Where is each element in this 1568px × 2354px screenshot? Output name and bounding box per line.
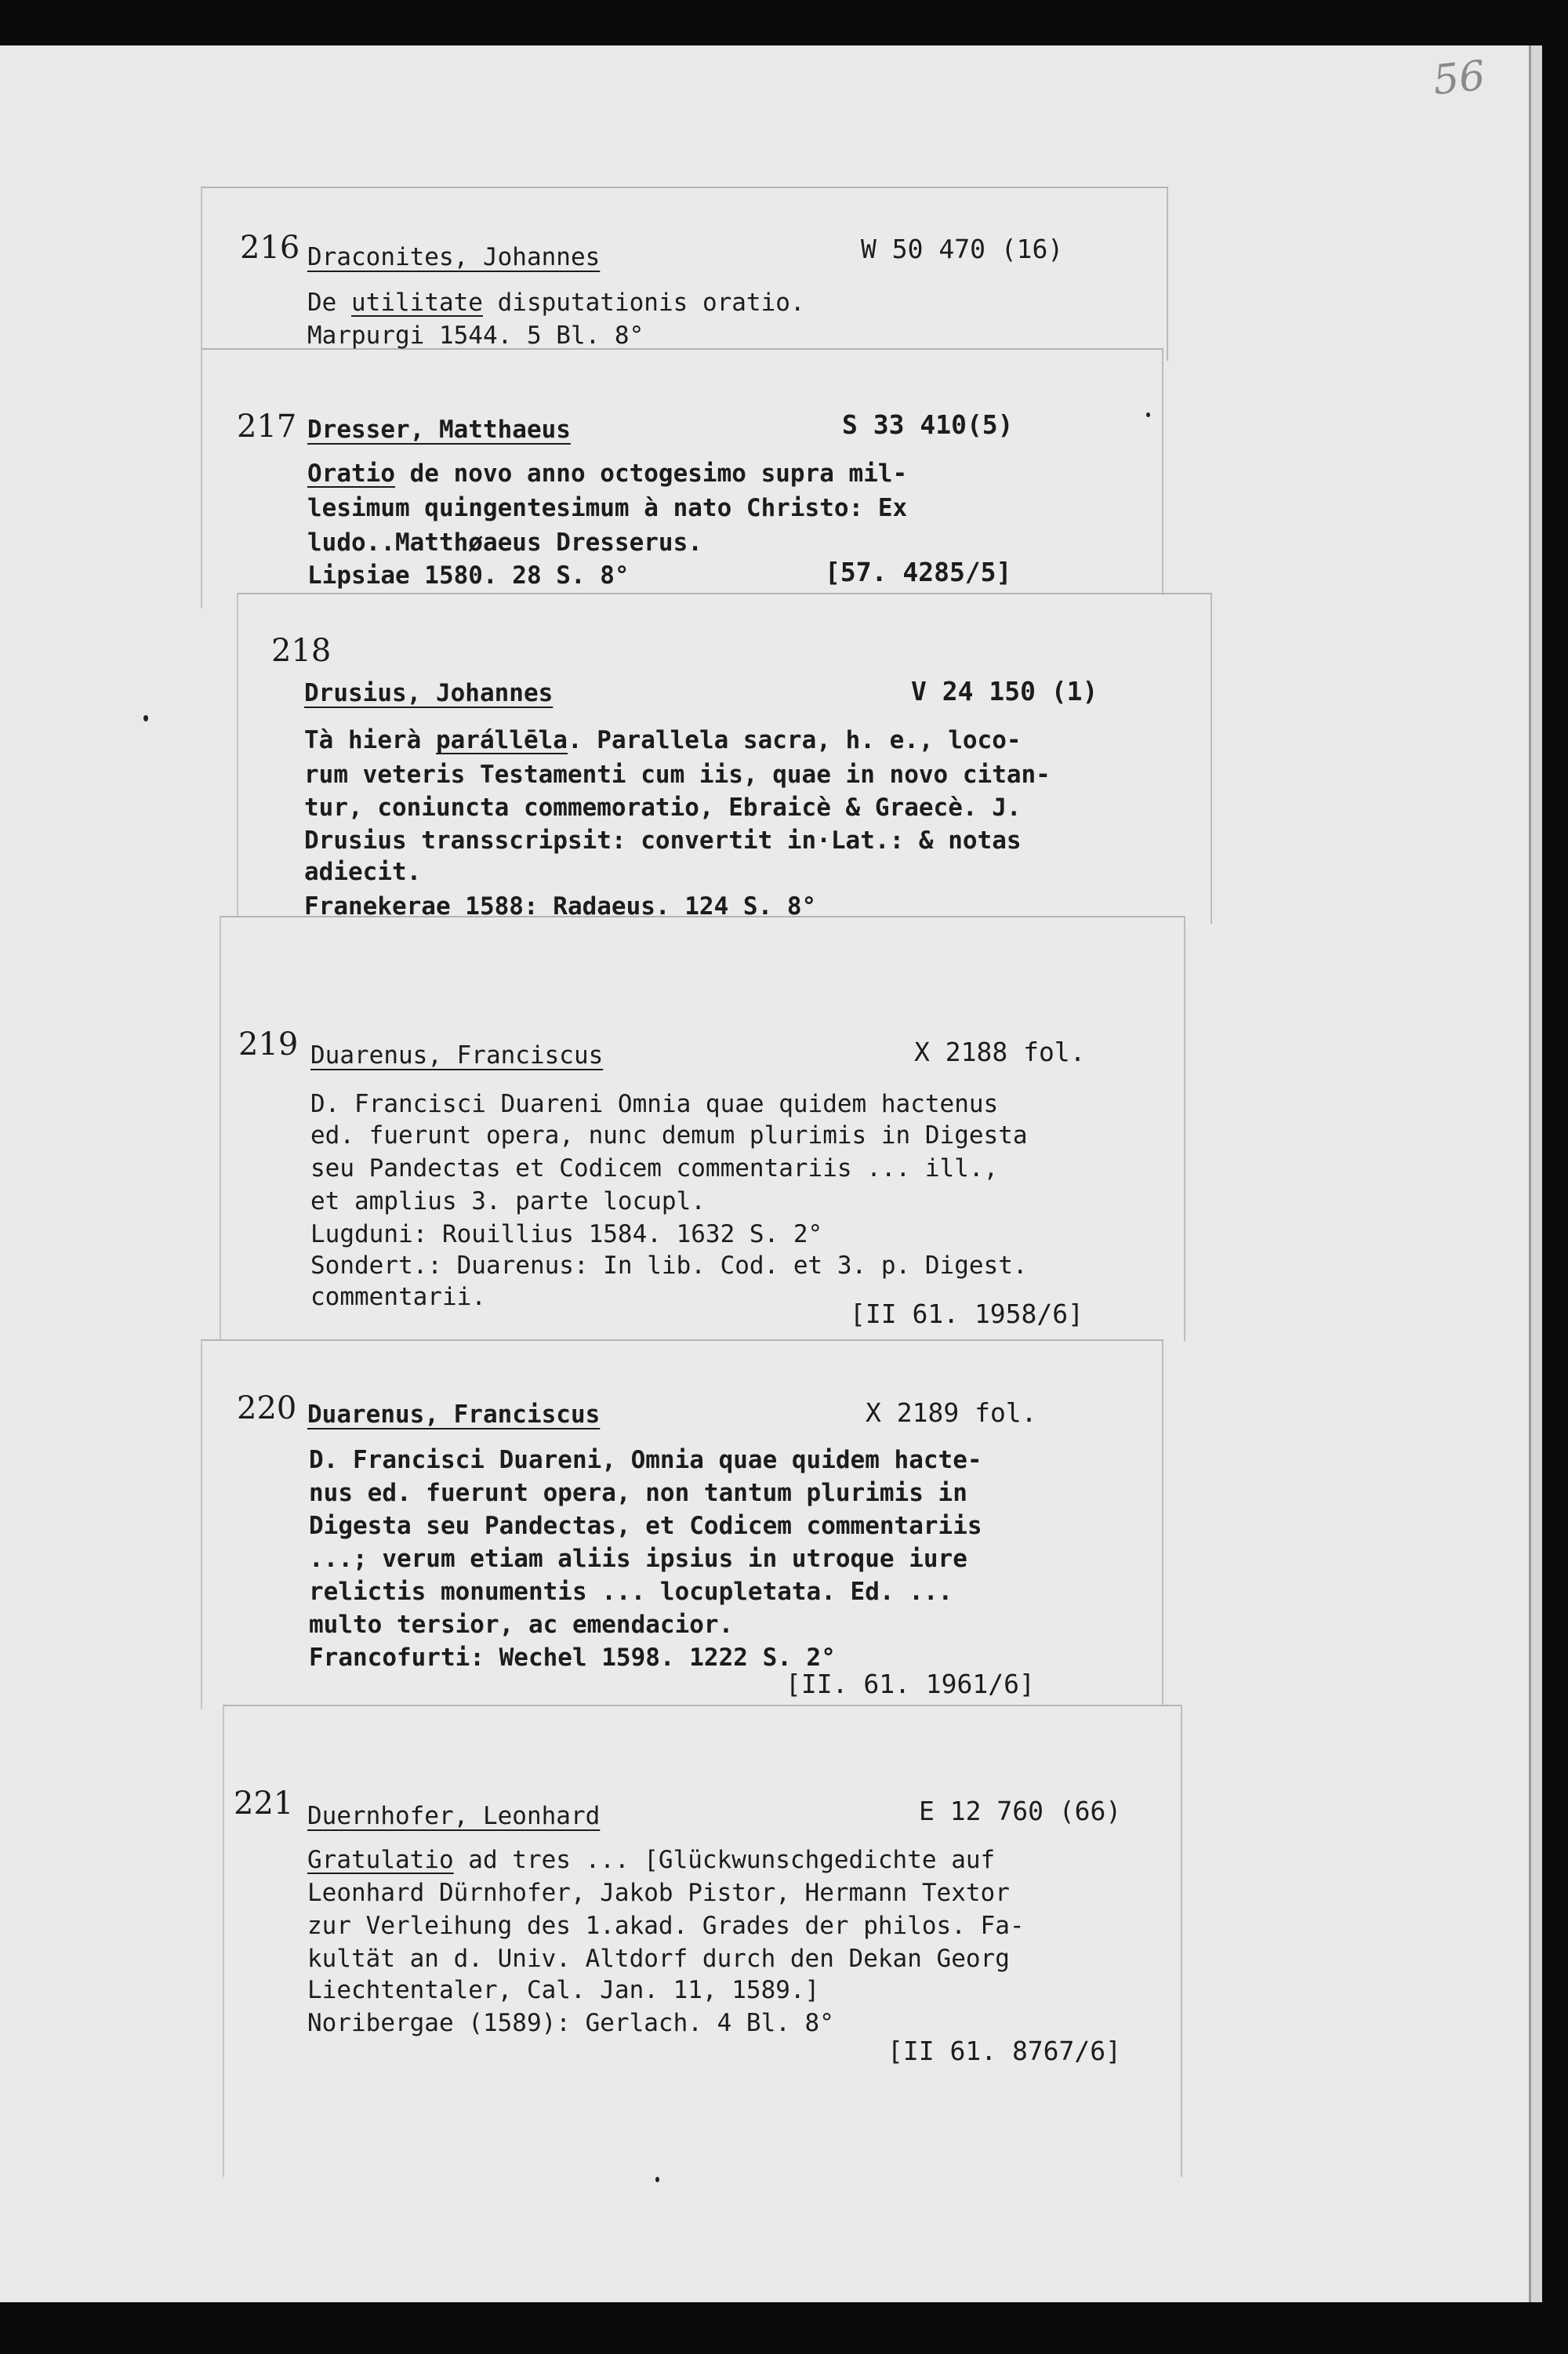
shelfmark: V 24 150 (1) [911,676,1098,707]
entry-number: 219 [238,1026,299,1063]
entry-text: seu Pandectas et Codicem commentariis ... ill., [310,1154,999,1182]
entry-text: Noribergae (1589): Gerlach. 4 Bl. 8° [307,2009,834,2037]
call-number: [II 61. 1958/6] [850,1299,1084,1329]
shelfmark: W 50 470 (16) [861,234,1064,264]
entry-number: 217 [237,409,297,445]
entry-text: ed. fuerunt opera, nunc demum plurimis in Digesta [310,1121,1028,1150]
entry-text: et amplius 3. parte locupl. [310,1187,706,1215]
ink-dot [1146,412,1150,417]
page-edge [1529,45,1542,2302]
entry-text: Franekerae 1588: Radaeus. 124 S. 8° [304,892,817,921]
entry-text: D. Francisci Duareni Omnia quae quidem hactenus [310,1090,999,1118]
entry-number: 220 [237,1390,297,1426]
entry-text: Oratio de novo anno octogesimo supra mil- [307,460,908,488]
entry-text: ...; verum etiam aliis ipsius in utroque iure [309,1545,967,1573]
entry-text: rum veteris Testamenti cum iis, quae in novo citan- [304,761,1051,789]
ink-dot [655,2177,659,2182]
entry-text: Leonhard Dürnhofer, Jakob Pistor, Hermann Textor [307,1879,1010,1907]
shelfmark: E 12 760 (66) [919,1796,1122,1826]
entry-text: relictis monumentis ... locupletata. Ed. ... [309,1578,953,1606]
entry-text: Liechtentaler, Cal. Jan. 11, 1589.] [307,1976,820,2004]
entry-text: D. Francisci Duareni, Omnia quae quidem hacte- [309,1446,982,1474]
entry-text: Francofurti: Wechel 1598. 1222 S. 2° [309,1644,836,1672]
call-number: [II 61. 8767/6] [887,2036,1122,2066]
entry-number: 216 [240,230,300,266]
ink-dot [143,715,148,721]
entry-text: multo tersior, ac emendacior. [309,1611,734,1639]
entry-number: 218 [271,633,332,669]
entry-text: lesimum quingentesimum à nato Christo: Ex [307,494,908,522]
shelfmark: X 2189 fol. [866,1397,1037,1428]
entry-number: 221 [234,1785,294,1822]
entry-text: nus ed. fuerunt opera, non tantum plurimis in [309,1479,967,1507]
entry-heading: Duarenus, Franciscus [307,1400,601,1429]
shelfmark: X 2188 fol. [914,1037,1086,1067]
entry-text: Marpurgi 1544. 5 Bl. 8° [307,321,644,350]
entry-heading: Duarenus, Franciscus [310,1041,604,1070]
entry-text: Gratulatio ad tres ... [Glückwunschgedichte auf [307,1846,996,1874]
entry-text: De utilitate disputationis oratio. [307,289,805,317]
entry-text: Drusius transscripsit: convertit in·Lat.: & notas [304,826,1022,855]
call-number: [57. 4285/5] [825,557,1012,587]
entry-heading: Duernhofer, Leonhard [307,1802,601,1830]
entry-heading: Dresser, Matthaeus [307,416,571,444]
entry-heading: Drusius, Johannes [304,679,554,707]
call-number: [II. 61. 1961/6] [786,1669,1035,1699]
entry-text: Digesta seu Pandectas, et Codicem commentariis [309,1512,982,1540]
page-number: 56 [1431,52,1488,105]
entry-text: Sondert.: Duarenus: In lib. Cod. et 3. p. Digest. [310,1251,1028,1280]
entry-text: zur Verleihung des 1.akad. Grades der philos. Fa- [307,1912,1025,1940]
entry-text: kultät an d. Univ. Altdorf durch den Dekan Georg [307,1945,1010,1973]
entry-text: commentarii. [310,1283,486,1311]
entry-text: tur, coniuncta commemoratio, Ebraicè & Graecè. J. [304,794,1022,822]
entry-heading: Draconites, Johannes [307,243,601,271]
entry-text: adiecit. [304,858,422,886]
entry-text: Lipsiae 1580. 28 S. 8° [307,561,630,590]
entry-text: Tà hierà parállēla. Parallela sacra, h. e., loco- [304,726,1022,754]
shelfmark: S 33 410(5) [842,409,1014,440]
entry-text: Lugduni: Rouillius 1584. 1632 S. 2° [310,1220,823,1248]
entry-text: ludo..Matthøaeus Dresserus. [307,529,702,557]
